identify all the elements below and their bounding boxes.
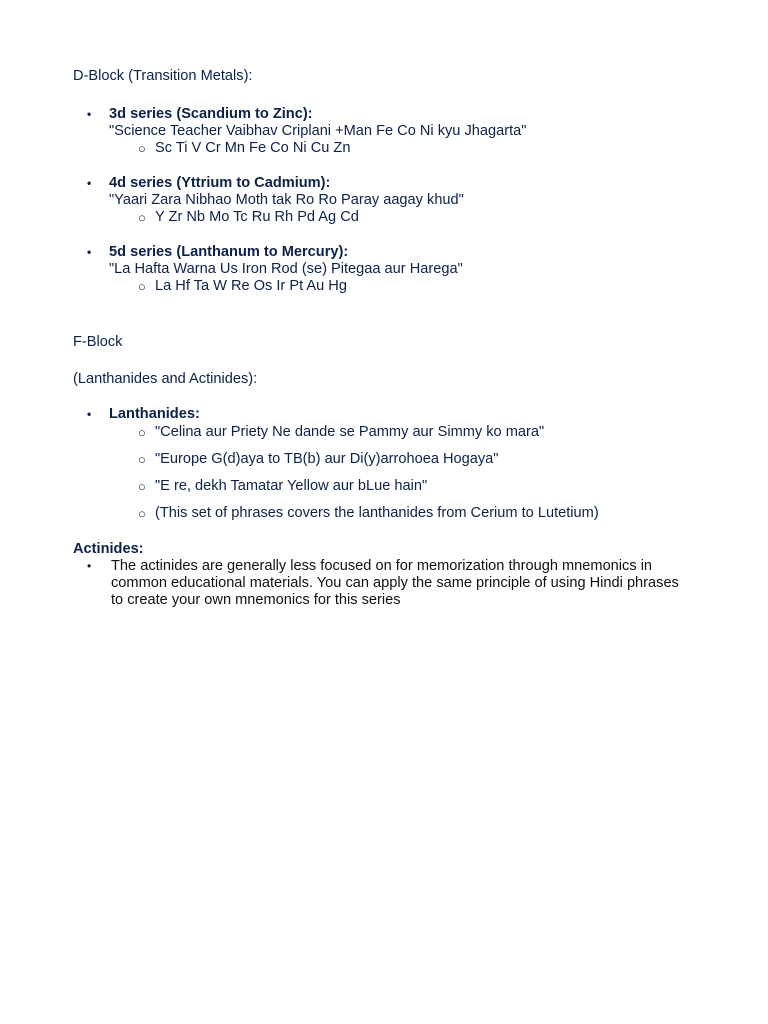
series-5d bbox=[73, 244, 713, 295]
d-block-heading: D-Block (Transition Metals): bbox=[73, 68, 253, 84]
circle-bullet-icon: ○ bbox=[138, 425, 146, 440]
series-3d-title: • 3d series (Scandium to Zinc): bbox=[87, 106, 313, 122]
series-4d-phrase: "Yaari Zara Nibhao Moth tak Ro Ro Paray aagay khud" bbox=[109, 192, 464, 208]
bullet-icon: • bbox=[87, 407, 92, 421]
series-4d-title: • 4d series (Yttrium to Cadmium): bbox=[87, 175, 331, 191]
circle-bullet-icon: ○ bbox=[138, 506, 146, 521]
series-3d-elements: ○ Sc Ti V Cr Mn Fe Co Ni Cu Zn bbox=[138, 140, 351, 156]
bullet-icon: • bbox=[87, 559, 92, 573]
circle-bullet-icon: ○ bbox=[138, 279, 146, 294]
actinides-text: • The actinides are generally less focused on for memorization through mnemonics in common educational materials. You can apply the same principle of using Hindi phrases to create your own mnemonics for this series bbox=[87, 558, 679, 608]
series-5d-title: • 5d series (Lanthanum to Mercury): bbox=[87, 244, 349, 260]
lanthanides-item: ○ "Europe G(d)aya to TB(b) aur Di(y)arrohoea Hogaya" bbox=[138, 451, 499, 467]
series-4d bbox=[73, 175, 713, 226]
circle-bullet-icon: ○ bbox=[138, 452, 146, 467]
bullet-icon: • bbox=[87, 176, 92, 190]
lanthanides-item: ○ (This set of phrases covers the lanthanides from Cerium to Lutetium) bbox=[138, 505, 599, 521]
lanthanides-item: ○ "Celina aur Priety Ne dande se Pammy aur Simmy ko mara" bbox=[138, 424, 545, 440]
series-3d-phrase: "Science Teacher Vaibhav Criplani +Man Fe Co Ni kyu Jhagarta" bbox=[109, 123, 527, 139]
series-5d-phrase: "La Hafta Warna Us Iron Rod (se) Pitegaa aur Harega" bbox=[109, 261, 463, 277]
actinides-title: Actinides: bbox=[73, 541, 144, 557]
bullet-icon: • bbox=[87, 245, 92, 259]
lanthanides-title: • Lanthanides: bbox=[87, 406, 200, 422]
series-5d-elements: ○ La Hf Ta W Re Os Ir Pt Au Hg bbox=[138, 278, 347, 294]
circle-bullet-icon: ○ bbox=[138, 479, 146, 494]
actinides-section bbox=[73, 541, 713, 609]
f-block-subheading: (Lanthanides and Actinides): bbox=[73, 371, 258, 387]
f-block-heading: F-Block bbox=[73, 334, 123, 350]
circle-bullet-icon: ○ bbox=[138, 141, 146, 156]
circle-bullet-icon: ○ bbox=[138, 210, 146, 225]
lanthanides-item: ○ "E re, dekh Tamatar Yellow aur bLue hain" bbox=[138, 478, 428, 494]
lanthanides-section bbox=[73, 406, 713, 522]
series-4d-elements: ○ Y Zr Nb Mo Tc Ru Rh Pd Ag Cd bbox=[138, 209, 359, 225]
series-3d bbox=[73, 106, 713, 157]
bullet-icon: • bbox=[87, 107, 92, 121]
